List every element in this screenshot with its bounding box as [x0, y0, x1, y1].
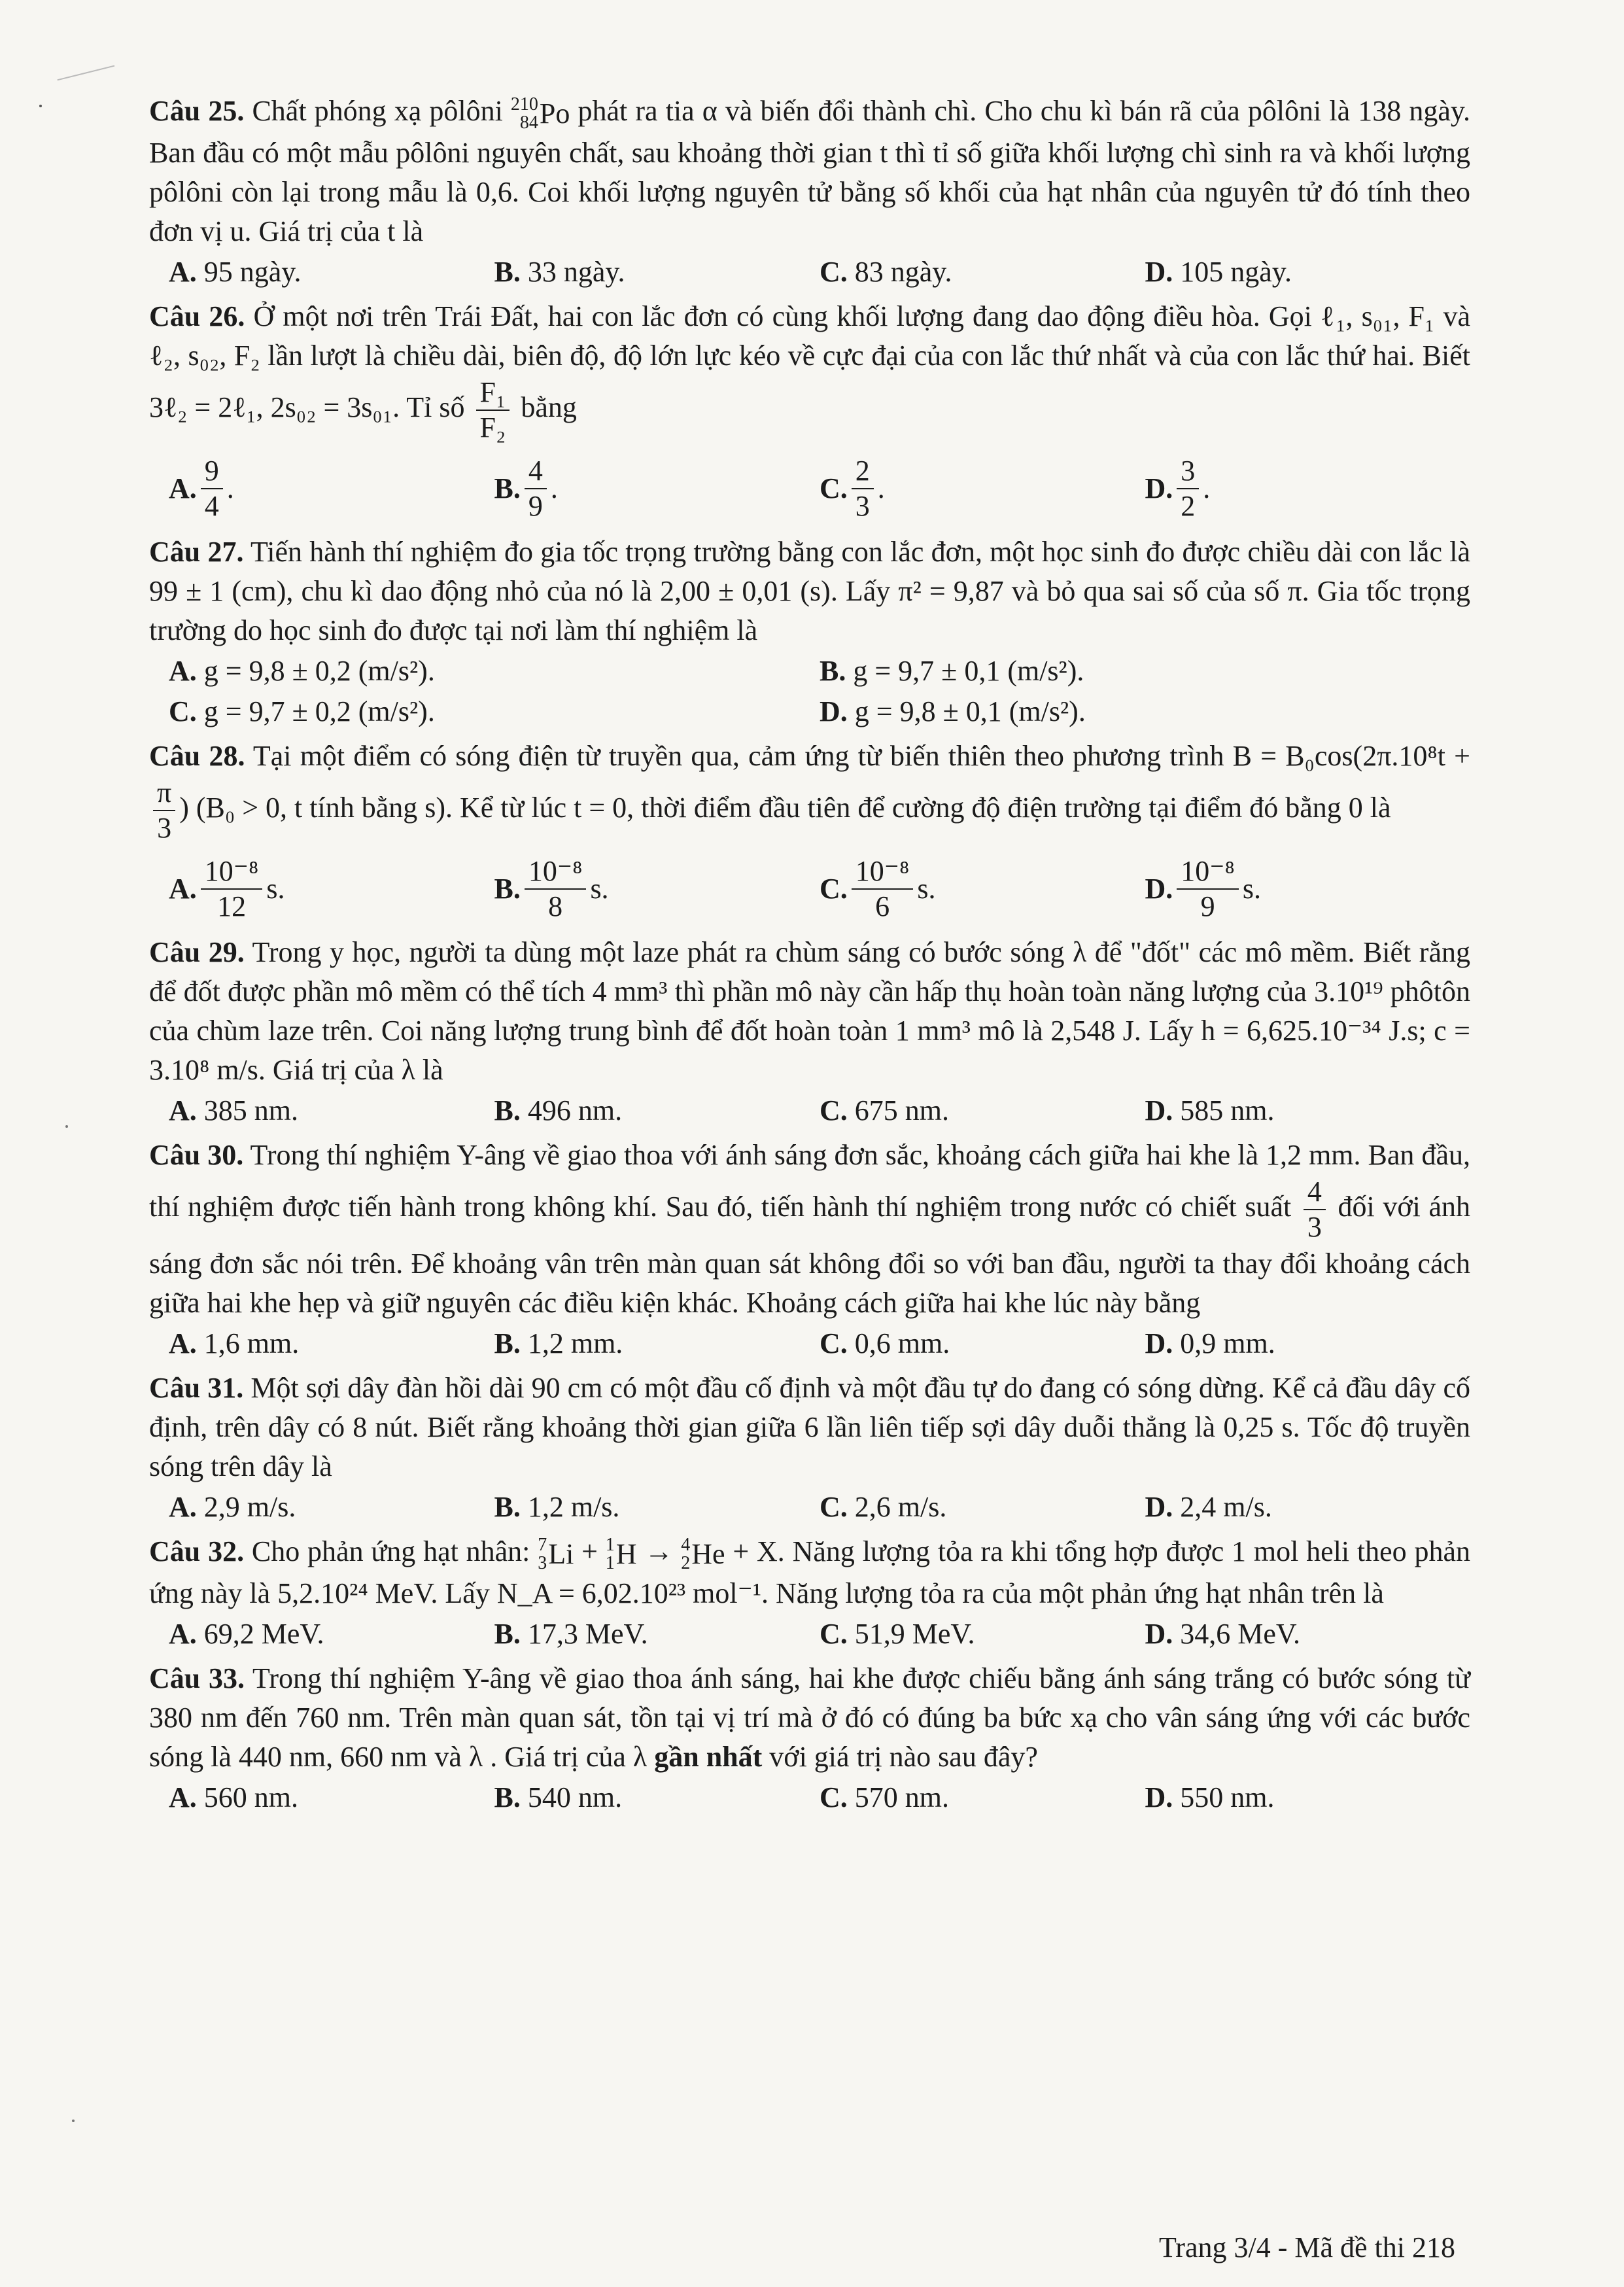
option-c: C. 675 nm. — [820, 1094, 950, 1126]
question-29 — [149, 933, 1470, 1130]
element-symbol: Po — [539, 97, 570, 130]
text-span: Một sợi dây đàn hồi dài 90 cm có một đầu cố định và một đầu tự do đang có sóng dừng. Kể cả đầu dây cố định, trên dây có 8 nút. Biết rằng khoảng thời gian giữa 6 lần liên tiếp sợi dây duỗi thẳng là 0,25 s. Tốc độ truyền sóng trên dây là — [149, 1371, 1471, 1482]
option-a: A. 385 nm. — [169, 1094, 299, 1126]
options — [169, 854, 1470, 924]
question-33 — [149, 1659, 1470, 1817]
options — [169, 1091, 1470, 1130]
operator: → — [636, 1535, 682, 1567]
text-span: Tiến hành thí nghiệm đo gia tốc trọng trường bằng con lắc đơn, một học sinh đo được chiều dài con lắc là 99 ± 1 (cm), chu kì dao động nhỏ của nó là 2,00 ± 0,01 (s). Lấy π² = 9,87 và bỏ qua sai số của số π. Gia tốc trọng trường do học sinh đo được tại nơi làm thí nghiệm là — [149, 535, 1470, 646]
question-label: Câu 32. — [149, 1535, 245, 1567]
question-label: Câu 25. — [149, 95, 245, 127]
text-span: Tại một điểm có sóng điện từ truyền qua, cảm ứng từ biến thiên theo phương trình B = B₀cos(2π.10⁸t + — [245, 739, 1470, 772]
question-label: Câu 28. — [149, 739, 245, 772]
options — [169, 454, 1470, 523]
text-span: bằng — [513, 391, 577, 423]
option-c: C. 51,9 MeV. — [820, 1617, 975, 1650]
question-list — [149, 92, 1470, 1823]
atomic-number: 84 — [519, 112, 538, 133]
option-b: B. g = 9,7 ± 0,1 (m/s²). — [820, 654, 1084, 687]
question-text — [149, 92, 1470, 251]
option-a: A. 69,2 MeV. — [169, 1617, 324, 1650]
scan-mark — [57, 65, 119, 100]
option-d: D. $\frac{\text{10⁻⁸}}{9}$ s. — [1145, 854, 1261, 922]
fraction: $\frac{\pi}{3}$ — [153, 776, 175, 845]
nuclide-h: 1 1 H — [605, 1534, 637, 1573]
option-d: D. 585 nm. — [1145, 1094, 1275, 1126]
text-span: Năng lượng tỏa ra khi tổng hợp được 1 mol heli theo phản ứng này là 5,2.10²⁴ MeV. Lấy N_A = 6,02.10²³ mol⁻¹. Năng lượng tỏa ra của một phản ứng hạt nhân trên là — [149, 1535, 1471, 1609]
question-25 — [149, 92, 1470, 292]
text-span: Chất phóng xạ pôlôni — [244, 95, 511, 127]
text-span: Trong thí nghiệm Y-âng về giao thoa ánh sáng, hai khe được chiếu bằng ánh sáng trắng có bước sóng từ 380 nm đến 760 nm. Trên màn quan sát, tồn tại vị trí mà ở đó có đúng ba bức xạ cho vân sáng ứng với các bước sóng là 440 nm, 660 nm và λ . Giá trị của λ — [149, 1662, 1470, 1773]
option-a: A. $\frac{\text{10⁻⁸}}{12}$ s. — [169, 854, 285, 922]
option-c: C. $\frac{\text{10⁻⁸}}{6}$ s. — [820, 854, 936, 922]
option-d: D. 34,6 MeV. — [1145, 1617, 1301, 1650]
option-b: B. 540 nm. — [494, 1781, 623, 1813]
option-c: C. 2,6 m/s. — [820, 1490, 947, 1523]
options — [169, 1615, 1470, 1654]
option-b: B. 1,2 mm. — [494, 1327, 623, 1359]
option-a: A. $\frac{9}{4}$ . — [169, 454, 234, 522]
fraction: $\frac{4}{3}$ — [1304, 1175, 1326, 1244]
option-c: C. g = 9,7 ± 0,2 (m/s²). — [169, 695, 435, 727]
question-label: Câu 29. — [149, 935, 245, 968]
options — [169, 253, 1470, 292]
options — [169, 1778, 1470, 1817]
option-b: B. 1,2 m/s. — [494, 1490, 620, 1523]
question-32 — [149, 1532, 1470, 1654]
question-text — [149, 532, 1470, 650]
operator: + X. — [725, 1535, 785, 1567]
nuclide-po — [511, 94, 570, 133]
option-d: D. g = 9,8 ± 0,1 (m/s²). — [820, 695, 1086, 727]
text-span: với giá trị nào sau đây? — [762, 1740, 1038, 1773]
nuclide-li: 7 3 Li — [538, 1534, 574, 1573]
options — [169, 652, 1470, 731]
option-a: A. g = 9,8 ± 0,2 (m/s²). — [169, 654, 435, 687]
question-27 — [149, 532, 1470, 731]
option-d: D. $\frac{3}{2}$ . — [1145, 454, 1211, 522]
option-a: A. 2,9 m/s. — [169, 1490, 296, 1523]
question-label: Câu 27. — [149, 535, 244, 568]
option-b: B. 33 ngày. — [494, 255, 625, 288]
question-31 — [149, 1369, 1470, 1527]
option-c: C. 83 ngày. — [820, 255, 952, 288]
question-28 — [149, 737, 1470, 924]
option-a: A. 560 nm. — [169, 1781, 299, 1813]
mass-number: 210 — [510, 94, 538, 114]
options — [169, 1324, 1470, 1363]
scan-speck — [39, 105, 42, 107]
scan-speck — [72, 2120, 75, 2122]
text-span: Cho phản ứng hạt nhân: — [244, 1535, 538, 1567]
question-30 — [149, 1136, 1470, 1363]
page-footer: Trang 3/4 - Mã đề thi 218 — [1158, 2231, 1455, 2263]
option-a: A. 1,6 mm. — [169, 1327, 300, 1359]
scan-speck — [65, 1125, 68, 1128]
option-d: D. 0,9 mm. — [1145, 1327, 1275, 1359]
question-text — [149, 933, 1470, 1090]
question-26 — [149, 297, 1470, 523]
question-text — [149, 1659, 1470, 1777]
option-d: D. 2,4 m/s. — [1145, 1490, 1272, 1523]
option-b: B. $\frac{4}{9}$ . — [494, 454, 558, 522]
option-d: D. 105 ngày. — [1145, 255, 1292, 288]
question-label: Câu 30. — [149, 1138, 244, 1171]
text-span: đối với ánh sáng đơn sắc nói trên. Để khoảng vân trên màn quan sát không đổi so với ban đầu, người ta thay đổi khoảng cách giữa hai khe hẹp và giữ nguyên các điều kiện khác. Khoảng cách giữa hai khe lúc này bằng — [149, 1191, 1470, 1319]
option-b: B. 496 nm. — [494, 1094, 623, 1126]
question-label: Câu 31. — [149, 1371, 244, 1404]
operator: + — [574, 1535, 606, 1567]
text-span: Trong y học, người ta dùng một laze phát ra chùm sáng có bước sóng λ để "đốt" các mô mềm. Biết rằng để đốt được phần mô mềm có thể tích 4 mm³ thì phần mô này cần hấp thụ hoàn toàn năng lượng của 3.10¹⁹ phôtôn của chùm laze trên. Coi năng lượng trung bình để đốt hoàn toàn 1 mm³ mô là 2,548 J. Lấy h = 6,625.10⁻³⁴ J.s; c = 3.10⁸ m/s. Giá trị của λ là — [149, 935, 1470, 1086]
nuclide-he: 4 2 He — [681, 1534, 725, 1573]
option-a: A. 95 ngày. — [169, 255, 302, 288]
option-b: B. 17,3 MeV. — [494, 1617, 648, 1650]
emphasis: gần nhất — [654, 1740, 763, 1773]
question-text — [149, 1136, 1470, 1323]
question-text — [149, 1532, 1470, 1613]
option-d: D. 550 nm. — [1145, 1781, 1275, 1813]
question-text — [149, 1369, 1470, 1486]
question-label: Câu 33. — [149, 1662, 245, 1694]
fraction: $\frac{\text{F₁}}{\text{F₂}}$ — [476, 375, 510, 445]
option-c: C. 570 nm. — [820, 1781, 950, 1813]
option-c: C. $\frac{2}{3}$ . — [820, 454, 885, 522]
question-label: Câu 26. — [149, 300, 245, 332]
options — [169, 1488, 1470, 1527]
question-text — [149, 737, 1470, 845]
text-span: Ở một nơi trên Trái Đất, hai con lắc đơn có cùng khối lượng đang dao động điều hòa. Gọi ℓ₁, s₀₁, F₁ và ℓ₂, s₀₂, F₂ lần lượt là chiều dài, biên độ, độ lớn lực kéo về cực đại của con lắc thứ nhất và của con lắc thứ hai. Biết 3ℓ₂ = 2ℓ₁, 2s₀₂ = 3s₀₁. Tỉ số — [149, 300, 1470, 423]
option-c: C. 0,6 mm. — [820, 1327, 950, 1359]
text-span: ) (B₀ > 0, t tính bằng s). Kể từ lúc t = 0, thời điểm đầu tiên để cường độ điện trường tại điểm đó bằng 0 là — [179, 792, 1391, 824]
option-b: B. $\frac{\text{10⁻⁸}}{8}$ s. — [494, 854, 609, 922]
question-text — [149, 297, 1470, 445]
text-span: phát ra tia α và biến đổi thành chì. Cho chu kì bán rã của pôlôni là 138 ngày. Ban đầu có một mẫu pôlôni nguyên chất, sau khoảng thời gian t thì tỉ số giữa khối lượng chì sinh ra và khối lượng pôlôni còn lại trong mẫu là 0,6. Coi khối lượng nguyên tử bằng số khối của hạt nhân của nguyên tử đó tính theo đơn vị u. Giá trị của t là — [149, 95, 1470, 247]
text-span: Trong thí nghiệm Y-âng về giao thoa với ánh sáng đơn sắc, khoảng cách giữa hai khe là 1,2 mm. Ban đầu, thí nghiệm được tiến hành trong không khí. Sau đó, tiến hành thí nghiệm trong nước có chiết suất — [149, 1138, 1470, 1223]
